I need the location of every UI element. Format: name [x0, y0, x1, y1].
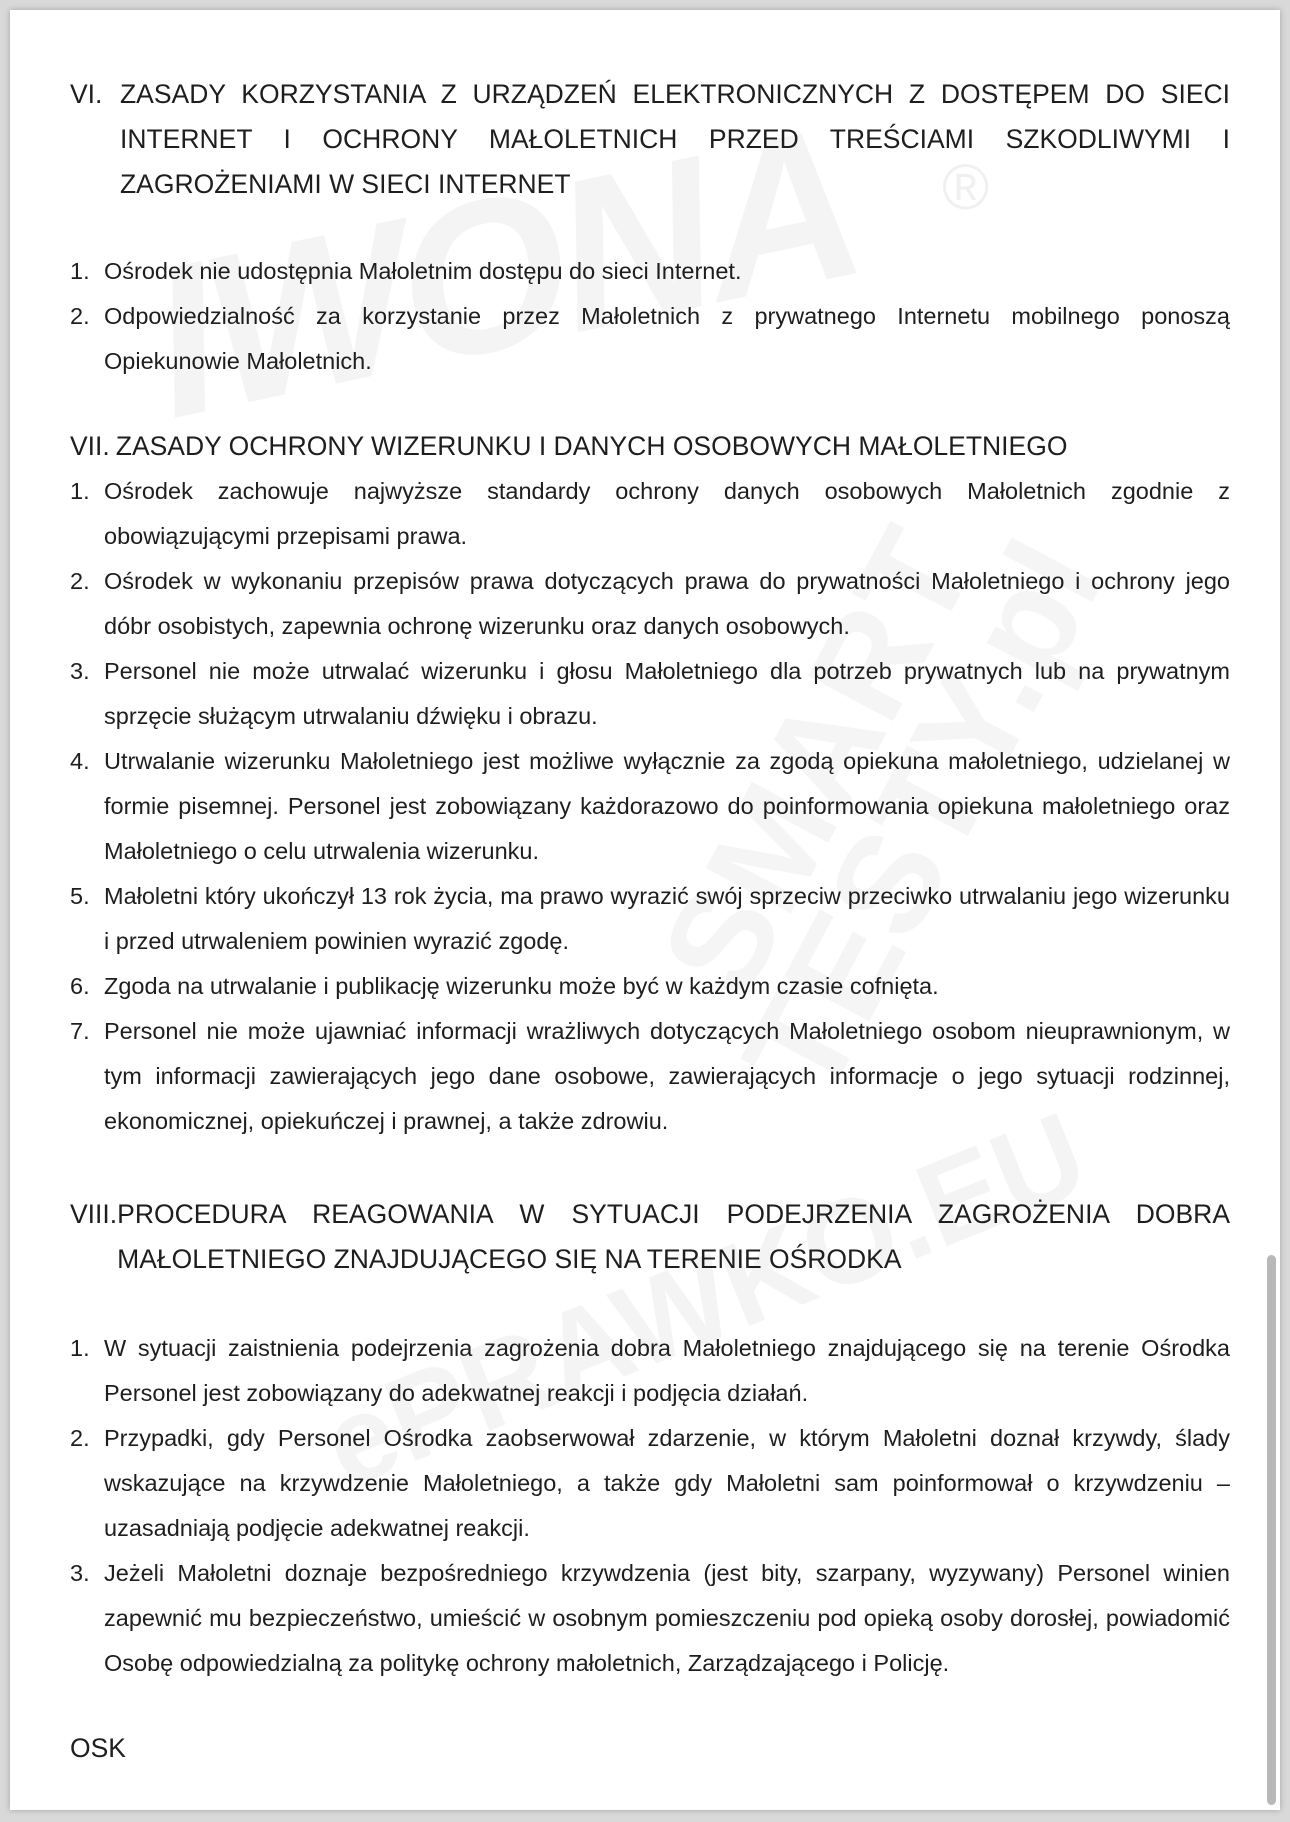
- list-item: [70, 294, 1230, 384]
- list-item-text: Małoletni który ukończył 13 rok życia, ma prawo wyrazić swój sprzeciw przeciwko utrwalaniu jego wizerunku i przed utrwaleniem powinien wyrazić zgodę.: [104, 883, 1230, 954]
- list-item: [70, 249, 1230, 294]
- list-item-text: Zgoda na utrwalanie i publikację wizerunku może być w każdym czasie cofnięta.: [104, 973, 939, 999]
- list-item: [70, 739, 1230, 874]
- section-heading-6: [70, 72, 1230, 207]
- section-heading-7: [70, 424, 1230, 469]
- list-item: [70, 1009, 1230, 1144]
- list-item: [70, 874, 1230, 964]
- list-item: [70, 1416, 1230, 1551]
- list-item: [70, 1326, 1230, 1416]
- list-item: [70, 559, 1230, 649]
- list-item-text: W sytuacji zaistnienia podejrzenia zagrożenia dobra Małoletniego znajdującego się na terenie Ośrodka Personel jest zobowiązany do adekwatnej reakcji i podjęcia działań.: [104, 1335, 1230, 1406]
- document-page: [10, 10, 1280, 1810]
- list-item-number: 3.: [70, 658, 90, 684]
- list-item-text: Ośrodek w wykonaniu przepisów prawa dotyczących prawa do prywatności Małoletniego i ochrony jego dóbr osobistych, zapewnia ochronę wizerunku oraz danych osobowych.: [104, 568, 1230, 639]
- section-heading-8: [70, 1192, 1230, 1282]
- list-item-number: 7.: [70, 1018, 90, 1044]
- list-item-number: 4.: [70, 748, 90, 774]
- list-item-number: 1.: [70, 1335, 90, 1361]
- list-item: [70, 964, 1230, 1009]
- list-item-number: 6.: [70, 973, 90, 999]
- list-item-number: 2.: [70, 1425, 90, 1451]
- section-number: VI.: [70, 79, 103, 109]
- list-item-number: 1.: [70, 478, 90, 504]
- list-item-number: 2.: [70, 568, 90, 594]
- list-item: [70, 469, 1230, 559]
- list-item-text: Ośrodek nie udostępnia Małoletnim dostępu do sieci Internet.: [104, 258, 742, 284]
- list-item-text: Przypadki, gdy Personel Ośrodka zaobserwował zdarzenie, w którym Małoletni doznał krzywdy, ślady wskazujące na krzywdzenie Małoletniego, a także gdy Małoletni sam poinformował o krzywdzeniu – uzasadniają podjęcie adekwatnej reakcji.: [104, 1425, 1230, 1541]
- list-item-text: Personel nie może utrwalać wizerunku i głosu Małoletniego dla potrzeb prywatnych lub na prywatnym sprzęcie służącym utrwalaniu dźwięku i obrazu.: [104, 658, 1230, 729]
- section-6-list: [70, 249, 1230, 384]
- section-title: ZASADY OCHRONY WIZERUNKU I DANYCH OSOBOWYCH MAŁOLETNIEGO: [115, 431, 1068, 461]
- list-item-text: Ośrodek zachowuje najwyższe standardy ochrony danych osobowych Małoletnich zgodnie z obowiązującymi przepisami prawa.: [104, 478, 1230, 549]
- list-item-number: 5.: [70, 883, 90, 909]
- list-item: [70, 1551, 1230, 1686]
- watermark-registered-mark: ®: [942, 151, 990, 223]
- list-item-text: Personel nie może ujawniać informacji wrażliwych dotyczących Małoletniego osobom nieuprawnionym, w tym informacji zawierających jego dane osobowe, zawierających informacje o jego sytuacji rodzinnej, ekonomicznej, opiekuńczej i prawnej, a także zdrowiu.: [104, 1018, 1230, 1134]
- list-item-text: Utrwalanie wizerunku Małoletniego jest możliwe wyłącznie za zgodą opiekuna małoletniego, udzielanej w formie pisemnej. Personel jest zobowiązany każdorazowo do poinformowania opiekuna małoletniego oraz Małoletniego o celu utrwalenia wizerunku.: [104, 748, 1230, 864]
- document-content: [70, 72, 1230, 1768]
- section-number: VII.: [70, 431, 110, 461]
- list-item-number: 1.: [70, 258, 90, 284]
- footer-label: OSK: [70, 1733, 126, 1763]
- section-title: PROCEDURA REAGOWANIA W SYTUACJI PODEJRZENIA ZAGROŻENIA DOBRA MAŁOLETNIEGO ZNAJDUJĄCEGO SIĘ NA TERENIE OŚRODKA: [117, 1199, 1230, 1274]
- section-title: ZASADY KORZYSTANIA Z URZĄDZEŃ ELEKTRONICZNYCH Z DOSTĘPEM DO SIECI INTERNET I OCHRONY MAŁOLETNICH PRZED TREŚCIAMI SZKODLIWYMI I ZAGROŻENIAMI W SIECI INTERNET: [120, 79, 1230, 199]
- list-item: [70, 649, 1230, 739]
- section-8-list: [70, 1326, 1230, 1686]
- scrollbar-thumb[interactable]: [1267, 1255, 1276, 1805]
- section-number: VIII.: [70, 1199, 118, 1229]
- section-7-list: [70, 469, 1230, 1144]
- list-item-text: Jeżeli Małoletni doznaje bezpośredniego krzywdzenia (jest bity, szarpany, wyzywany) Personel winien zapewnić mu bezpieczeństwo, umieścić w osobnym pomieszczeniu pod opieką osoby dorosłej, powiadomić Osobę odpowiedzialną za politykę ochrony małoletnich, Zarządzającego i Policję.: [104, 1560, 1230, 1676]
- list-item-number: 3.: [70, 1560, 90, 1586]
- list-item-text: Odpowiedzialność za korzystanie przez Małoletnich z prywatnego Internetu mobilnego ponoszą Opiekunowie Małoletnich.: [104, 303, 1230, 374]
- list-item-number: 2.: [70, 303, 90, 329]
